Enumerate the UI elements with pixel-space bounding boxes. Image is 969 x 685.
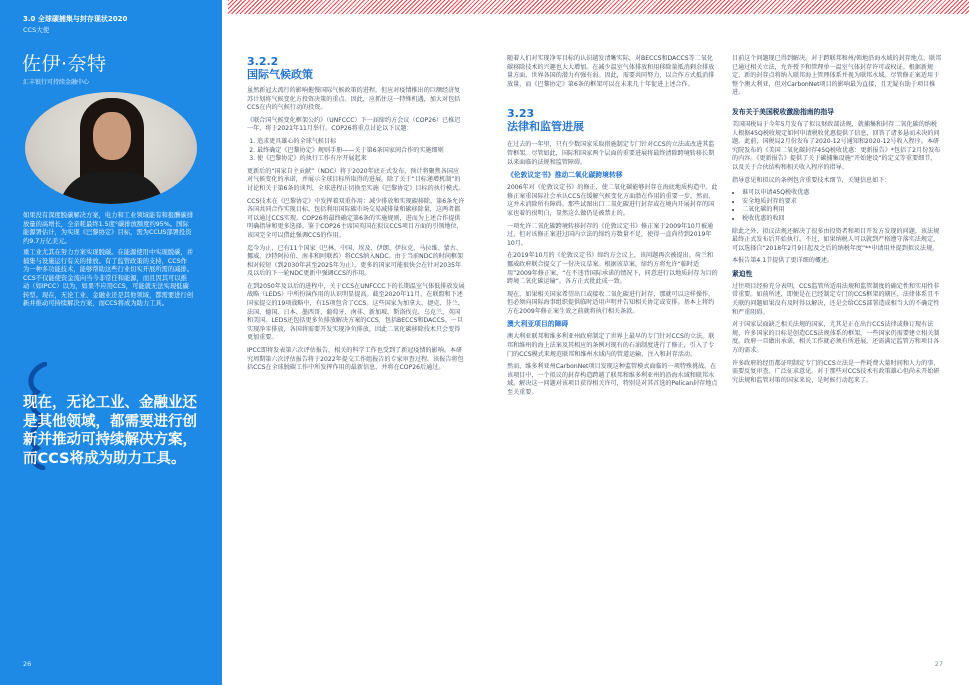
paragraph: 除此之外，拟议法规还解决了很多由投资者和项目开发方发现的问题。该法规最终正式发布后开始执行。不过，如果纳税人可以就到严格遵守落实法规定，可以选择自“2018年2月9日起及之后的纳税年度”**申请用并提到拟议法规。 xyxy=(732,227,940,252)
subheading: 紧迫性 xyxy=(732,269,753,278)
paragraph: 澳大利亚联邦和维多利亚州政府制定了世界上最早的专门针对CCS的立法。联邦和维州的海上法案及其相应的条例对现有的石油制度进行了修正，引入了专门的CCS模式来规范联邦和维州水域内的管道运输、注入和封存活动。 xyxy=(507,333,715,358)
paragraph: 虽然新冠大流行的影响拖慢国际气候政策的进程，但应对疫情推出的巨额经济复苏计划将气候变化方投资决策的重点。因此，应抓住这一特殊机遇，加大对包括CCS在内的气候行动的投资。 xyxy=(247,87,461,112)
paragraph: 然而，维多利亚州CarbonNet项目发现这种监管模式面临的一项特殊挑战。在该项目中，一个拟议的封存构造跨越了联邦和维多利亚州的沿海水域和联邦水域。解决这一问题对该项目获得相关许可，特别是对其首选的Pelican封存地点至关重要。 xyxy=(507,363,718,397)
pull-quote: 现在，无论工业、金融业还是其他领域，都需要进行创新并推动可持续解决方案，而CCS将成为助力工具。 xyxy=(23,395,197,467)
list-item: • 税收优惠的收回 xyxy=(742,215,942,224)
page-number-right: 27 xyxy=(934,660,943,668)
paragraph: 对于国家层面缺乏相关法规的国家，尤其是正在出台CCS法律或修订现有法规，许多国家的目标是创造CCS法规体系的框架，一些国家仍需要建立相关制度。政府一旦做出承诺，相关工作就必须有所进展，还需满足监管方和项目各方的需求。 xyxy=(732,321,940,355)
section-heading: 法律和监管进展 xyxy=(507,120,584,134)
paragraph: 现在，如果相关国家希望出口或接收二氧化碳进行封存，那就可以这样操作，但必须向国际海事组织提供临时适用声明并告知相关协定或安排。基本上将约方在2009年修正案生效之前就将执行相关条款。 xyxy=(507,290,715,315)
paragraph: CCS技术在《巴黎协定》中发挥着双重作用：减少排放和实现碳移除。第6条允许各国共同合作实现目标，包括利用国际碳市场交易减排量和碳移除量，这两者都可以通过CCS实现。COP26将最终确定第6条的实施规则，进而为上述合作提供明确指导和更多选择。鉴于COP26主席国英国在拟议CCS项目方面的引领地位，该国完全可以借此强调CCS的作用。 xyxy=(247,197,465,239)
paragraph: 2006年对《伦敦议定书》的修正，使二氧化碳能够封存在海底地质构造中。此修正案重国际社会承认CCS在缓解气候变化方面潜在作用的重要一步。然而，这并未消除所有障碍。那些试图出口二氧化碳进行封存或在境内开展封存的国家也着的很明白，显然这么做仍是被禁止的。 xyxy=(507,184,718,217)
paragraph: 目前这个问题现已得到解决。对于跨联邦和州/领地沿海水域的封存地点，联邦已通过相关立法，允许授予和管理单一温室气体封存许可或权证。根据新规定，新的封存点将纳入联邦海上管理体系并视为联邦水域。尽管修正案适用于整个澳大利亚，但对CarbonNet项目的影响最为直接，且无疑有助于项目推进。 xyxy=(732,55,942,97)
list-item: 3. 使《巴黎协定》的执行工作有序开展起来 xyxy=(257,155,465,164)
paragraph: 一项允许二氧化碳跨境转移封存的《伦敦议定书》修正案于2009年10月被通过，但对该修正案进过国内立法的缔约方数量不足，使得一直尚待到2019年10月。 xyxy=(507,222,714,247)
sidebar-paragraph: 如果没有深度脱碳解决方案，电力和工业领域能有和报酬碳排放量的高增长，全亲耗最终1.5度°碳排放额度约95%。国际能源署估计，为实现《巴黎协定》目标，需为CCUS部署投资约9.7万亿美元。 xyxy=(23,212,194,245)
paragraph: 在到2050年及以后的进程中，关于CCS在UNFCCC下的长期温室气体低排放发展战略（LEDS）中所扮演作用的认识明显提高。截至2020年11月，在联盟和下述国家提交的19项战略中，有15项包含了CCS。这些国家为加拿大、捷克、芬兰、法国、德国、日本、墨西哥、葡萄牙、南非、新加坡、斯洛伐克、乌克兰、英国和美国。LEDS还包括更多负排放解决方案的CCS，包括BECCS和DACCS。一旦实现净零排放，各国将需要开发实现净负排放，因此二氧化碳移除技术只会变得更加重要。 xyxy=(247,282,465,342)
decorative-stripes xyxy=(228,0,969,14)
paragraph: 更新后的“国家自主贡献”（NDC）将于2020年底正式发布，预计将聚焦各国应对气候变化的承诺，并展示全球目标所取得的进展。除了关于“目标递增机制”的讨论和关于第6条的谈判，全球进程正切换至实施《巴黎协定》目标的执行模式。 xyxy=(247,167,465,192)
list-item: • 安全地质封存的要求 xyxy=(742,198,942,207)
list-item: 1. 追求更具雄心的全球气候目标 xyxy=(257,138,465,147)
paragraph: 许多政府的经历都证明制定专门的CCS立法是一件耗费大量时间和人力的事，需要反复审查、广泛征求意见。对于那些对CCS技术有政策雄心但尚未开始研究法规和监管对策的国家来说，是时候行动起来了。 xyxy=(732,359,940,384)
sidebar-text xyxy=(23,212,193,312)
section-label: 3.0 全球碳捕集与封存现状2020 xyxy=(23,15,128,23)
column-3 xyxy=(732,55,942,389)
section-heading: 国际气候政策 xyxy=(247,68,313,81)
ambassador-title: 汇丰银行可持续金融中心 xyxy=(23,79,90,86)
ambassador-photo xyxy=(25,92,197,204)
page-number-left: 26 xyxy=(23,660,32,668)
paragraph: 在2019年10月的《伦敦议定书》缔约方会议上，该问题再次被提出。荷兰和挪威政府联合提交了一份决议草案。根据该草案，缔约方将允许“临时适用”2009年修正案，“在不违背国际承诺的情况下，同意进行以地质封存为目的跨境二氧化碳运输”。各方正式批此成一致。 xyxy=(507,252,718,286)
list-item: 2. 最终确定《巴黎协定》规则手册——关于第6条国家间合作的实施细则 xyxy=(257,147,465,156)
paragraph: 美国国税局于今年5月发布了拟议财政部法规，就捕集和封存二氧化碳的纳税人根据45Q税收规定如何申请税收优惠提供了信息，回答了诸多悬而未决的问题。此前，国税局2月份发布了2020-12号通知和2020-12号收入程序。本研究院发布的《美国二氧化碳封存45Q税收优惠：更新报告》*包括了2月份发布的内容。《更新报告》提供了关于碳捕集设施“开始建设”的定义等重要细节，以及关于合伙结构和相关收入程序的指导。 xyxy=(732,120,941,171)
subsection-label: CCS大使 xyxy=(23,26,50,34)
detail-list xyxy=(732,189,942,223)
left-sidebar xyxy=(0,0,222,685)
paragraph: 《联合国气候变化框架公约》（UNFCCC）下一届缔约方会议（COP26）已推迟一年，将于2021年11月举行。COP26将重点讨论以下议题： xyxy=(247,116,461,133)
paragraph: 本报告第4.1节提供了更详细的概述。 xyxy=(732,257,834,265)
paragraph: 迄今为止，已有11个国家（巴林、中国、埃及、伊朗、伊拉克、马拉维、蒙古、挪威、沙特阿拉伯、南非和阿联酋）将CCS纳入NDC。由于当前NDC的时间框架相对较短（到2030年甚至2025年为止），更多的国家可能很快会在针对2035年及以后的下一轮NDC更新中强调CCS的作用。 xyxy=(247,244,464,278)
column-1 xyxy=(247,55,465,377)
subheading: 《伦敦议定书》推动二氧化碳跨境转移 xyxy=(507,171,623,180)
paragraph: IPCC即将发表第六次评估报告，相关的科学工作也受到了新冠疫情的影响。本研究周期第六次评估报告将于2022年提交工作组报告的专家审查过程。该报告将包括CCS在全球脱碳工作中所发挥作用的最新信息，并将在COP26后通过。 xyxy=(247,347,464,372)
list-item: • 谁可以申请45Q税收优惠 xyxy=(742,189,942,198)
section-number: 3.2.2 xyxy=(247,55,279,68)
topic-list xyxy=(247,138,465,164)
paragraph: 指导意见和拟议的条例包含重要技术细节，关键信息如下： xyxy=(732,176,891,184)
subheading: 澳大利亚项目的障碍 xyxy=(507,320,569,329)
paragraph: 过往项目经验充分表明，CCS监管所适用法规和监管制度的确定性和实用性非常重要。如前所述，即便是在已经制定专门的CCS框架的辖区，法律体系且不关联的问题如果没有及时得以解决，还是会给CCS部署造成相当大的不确定性和严重阻碍。 xyxy=(732,282,940,316)
paragraph: 随着人们对实现净零目标的认识越发清晰实际，对BECCS和DACCS等二氧化碳移除技术的兴趣也大大增加。在减少温室气体排放和用移除量抵消剩余排放量方面，世界各国的潜力有强有弱。因此，需要共同努力，以合作方式抵消排放量，而《巴黎协定》第6条的框架可以在未来几十年促进上述合作。 xyxy=(507,55,715,88)
subheading: 发布关于美国税收激励指南的指导 xyxy=(732,107,834,116)
section-number: 3.23 xyxy=(507,107,535,121)
column-2 xyxy=(507,55,719,402)
ambassador-name: 佐伊·奈特 xyxy=(22,53,107,75)
paragraph: 在过去的一年里，只有少数国家采取措施制定专门针对CCS的立法或改进其监管框架。尽管如此，国际和国家两个层面的重要进展将最终清除跨境转移长期以来面临的法规和监管障碍。 xyxy=(507,141,715,166)
sidebar-paragraph: 重工业尤其在努力方案实现脱碳。在能源使用中实现脱碳，并捕集与设施运行有关的排放。有了监管政策的支持，CCS作为一种多功能技术，能够帮助这些行业切实开展所需的减排。CCS不仅能使资金流向当今非常任和能源，而且因其可以推动（如IPCC）以为，如果不应用CCS，可能就无法实现低碳转型。现在，无论工业、金融业还是其他领域，都需要进行创新并推动可持续解决方案，而CCS将成为助力工具。 xyxy=(23,249,194,307)
list-item: • 二氧化碳的利用 xyxy=(742,206,942,215)
